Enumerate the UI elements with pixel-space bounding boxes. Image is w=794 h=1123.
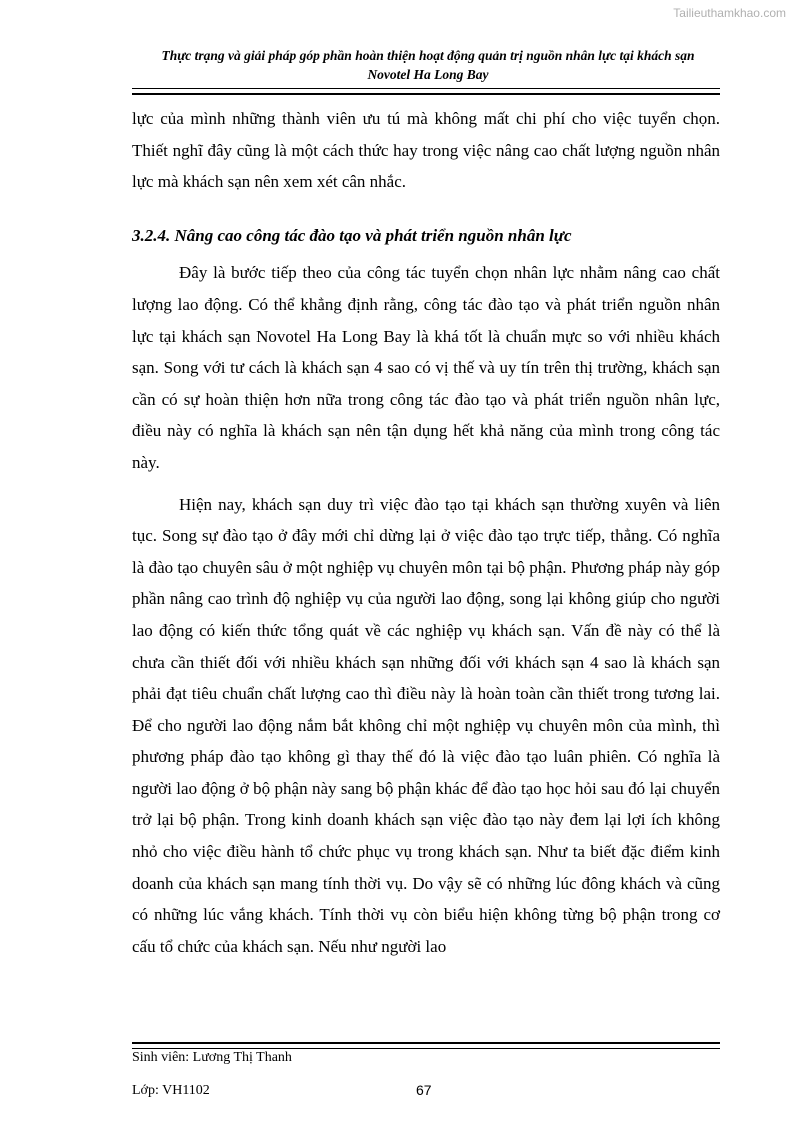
running-header xyxy=(120,46,736,84)
header-divider xyxy=(132,88,720,95)
footer-student: Sinh viên: Lương Thị Thanh xyxy=(132,1050,292,1065)
footer-class: Lớp: VH1102 xyxy=(132,1083,210,1098)
page-number: 67 xyxy=(416,1082,432,1098)
paragraph-2: Hiện nay, khách sạn duy trì việc đào tạo tại khách sạn thường xuyên và liên tục. Song sự đào tạo ở đây mới chỉ dừng lại ở việc đào tạo trực tiếp, thẳng. Có nghĩa là đào tạo chuyên sâu ở một nghiệp vụ chuyên môn tại bộ phận. Phương pháp này góp phần nâng cao trình độ nghiệp vụ của người lao động, song lại không giúp cho người lao động có kiến thức tổng quát về các nghiệp vụ khách sạn. Vấn đề này có thể là chưa cần thiết đối với nhiều khách sạn những đối với khách sạn 4 sao là khách sạn phải đạt tiêu chuẩn chất lượng cao thì điều này là hoàn toàn cần thiết trong tương lai. Để cho người lao động nắm bắt không chỉ một nghiệp vụ chuyên môn của mình, thì phương pháp đào tạo không gì thay thế đó là việc đào tạo luân phiên. Có nghĩa là người lao động ở bộ phận này sang bộ phận khác để đào tạo học hỏi sau đó lại chuyển trở lại bộ phận. Trong kinh doanh khách sạn việc đào tạo này đem lại lợi ích không nhỏ cho việc điều hành tổ chức phục vụ trong khách sạn. Như ta biết đặc điểm kinh doanh của khách sạn mang tính thời vụ. Do vậy sẽ có những lúc đông khách và cũng có những lúc vắng khách. Tính thời vụ còn biểu hiện không từng bộ phận trong cơ cấu tổ chức của khách sạn. Nếu như người lao xyxy=(132,494,720,956)
footer-divider xyxy=(132,1042,720,1049)
paragraph-1: Đây là bước tiếp theo của công tác tuyển chọn nhân lực nhằm nâng cao chất lượng lao động. Có thể khẳng định rằng, công tác đào tạo và phát triển nguồn nhân lực tại khách sạn Novotel Ha Long Bay là khá tốt là chuẩn mực so với nhiều khách sạn. Song với tư cách là khách sạn 4 sao có vị thế và uy tín trên thị trường, khách sạn cần có sự hoàn thiện hơn nữa trong công tác đào tạo và phát triển nguồn nhân lực, điều này có nghĩa là khách sạn nên tận dụng hết khả năng của mình trong công tác này. xyxy=(132,263,720,472)
header-line-1: Thực trạng và giải pháp góp phần hoàn thiện hoạt động quản trị nguồn nhân lực tại khách sạn xyxy=(161,48,695,63)
paragraph-intro: lực của mình những thành viên ưu tú mà không mất chi phí cho việc tuyển chọn. Thiết nghĩ đây cũng là một cách thức hay trong việc nâng cao chất lượng nguồn nhân lực mà khách sạn nên xem xét cân nhắc. xyxy=(132,109,720,192)
page-body xyxy=(132,103,720,962)
header-line-2: Novotel Ha Long Bay xyxy=(367,67,489,82)
watermark: Tailieuthamkhao.com xyxy=(673,6,786,20)
section-heading: 3.2.4. Nâng cao công tác đào tạo và phát triển nguồn nhân lực xyxy=(132,225,572,245)
